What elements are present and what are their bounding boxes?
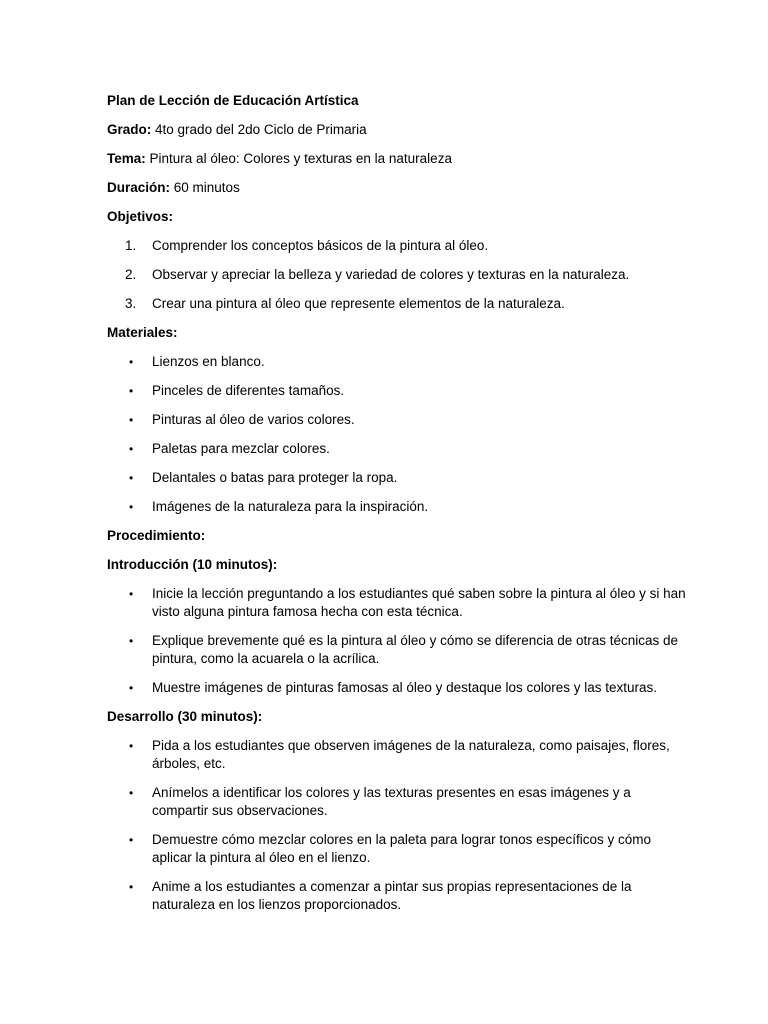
list-item	[107, 632, 687, 668]
bullet-icon: •	[129, 880, 134, 894]
list-number: 1.	[125, 238, 137, 253]
introduction-heading: Introducción (10 minutos):	[107, 557, 278, 572]
grade-value: 4to grado del 2do Ciclo de Primaria	[155, 122, 367, 137]
list-item	[107, 411, 687, 429]
list-item	[107, 498, 687, 516]
bullet-icon: •	[129, 681, 134, 695]
bullet-icon: •	[129, 587, 134, 601]
development-heading: Desarrollo (30 minutos):	[107, 709, 263, 724]
list-item	[107, 585, 687, 621]
list-item-text: Pinceles de diferentes tamaños.	[152, 383, 345, 398]
list-item-text: Observar y apreciar la belleza y variedad de colores y texturas en la naturaleza.	[152, 267, 630, 282]
list-item	[107, 237, 687, 255]
grade-label: Grado:	[107, 122, 152, 137]
list-number: 2.	[125, 267, 137, 282]
topic-value: Pintura al óleo: Colores y texturas en la naturaleza	[149, 151, 452, 166]
bullet-icon: •	[129, 442, 134, 456]
list-item-text: Paletas para mezclar colores.	[152, 441, 330, 456]
list-item	[107, 469, 687, 487]
list-item	[107, 831, 687, 867]
list-item-text: Comprender los conceptos básicos de la pintura al óleo.	[152, 238, 489, 253]
objectives-heading: Objetivos:	[107, 209, 174, 224]
list-item-text: Demuestre cómo mezclar colores en la paleta para lograr tonos específicos y cómo aplicar la pintura al óleo en el lienzo.	[152, 832, 651, 865]
grade-line	[107, 121, 687, 139]
list-item-text: Imágenes de la naturaleza para la inspiración.	[152, 499, 429, 514]
list-item-text: Pida a los estudiantes que observen imágenes de la naturaleza, como paisajes, flores, árboles, etc.	[152, 738, 670, 771]
list-item-text: Muestre imágenes de pinturas famosas al óleo y destaque los colores y las texturas.	[152, 680, 658, 695]
bullet-icon: •	[129, 355, 134, 369]
objectives-list	[107, 237, 687, 313]
list-item-text: Lienzos en blanco.	[152, 354, 265, 369]
list-item	[107, 353, 687, 371]
bullet-icon: •	[129, 786, 134, 800]
bullet-icon: •	[129, 739, 134, 753]
list-item	[107, 737, 687, 773]
bullet-icon: •	[129, 384, 134, 398]
topic-label: Tema:	[107, 151, 146, 166]
bullet-icon: •	[129, 471, 134, 485]
list-item-text: Anímelos a identificar los colores y las texturas presentes en esas imágenes y a compartir sus observaciones.	[152, 785, 631, 818]
document-title: Plan de Lección de Educación Artística	[107, 93, 359, 108]
bullet-icon: •	[129, 413, 134, 427]
list-number: 3.	[125, 296, 137, 311]
introduction-list	[107, 585, 687, 697]
list-item-text: Anime a los estudiantes a comenzar a pintar sus propias representaciones de la naturaleza en los lienzos proporcionados.	[152, 879, 632, 912]
list-item-text: Delantales o batas para proteger la ropa.	[152, 470, 398, 485]
list-item	[107, 679, 687, 697]
bullet-icon: •	[129, 833, 134, 847]
bullet-icon: •	[129, 500, 134, 514]
list-item	[107, 878, 687, 914]
list-item-text: Pinturas al óleo de varios colores.	[152, 412, 355, 427]
bullet-icon: •	[129, 634, 134, 648]
procedure-heading: Procedimiento:	[107, 528, 206, 543]
list-item	[107, 440, 687, 458]
list-item-text: Explique brevemente qué es la pintura al óleo y cómo se diferencia de otras técnicas de pintura, como la acuarela o la acrílica.	[152, 633, 679, 666]
duration-value: 60 minutos	[173, 180, 240, 195]
list-item	[107, 295, 687, 313]
materials-list	[107, 353, 687, 516]
list-item-text: Crear una pintura al óleo que represente elementos de la naturaleza.	[152, 296, 565, 311]
duration-line	[107, 179, 687, 197]
materials-heading: Materiales:	[107, 325, 178, 340]
development-list	[107, 737, 687, 914]
list-item-text: Inicie la lección preguntando a los estudiantes qué saben sobre la pintura al óleo y si han visto alguna pintura famosa hecha con esta técnica.	[152, 586, 686, 619]
list-item	[107, 266, 687, 284]
document-body	[107, 92, 687, 925]
list-item	[107, 784, 687, 820]
topic-line	[107, 150, 687, 168]
list-item	[107, 382, 687, 400]
duration-label: Duración:	[107, 180, 171, 195]
